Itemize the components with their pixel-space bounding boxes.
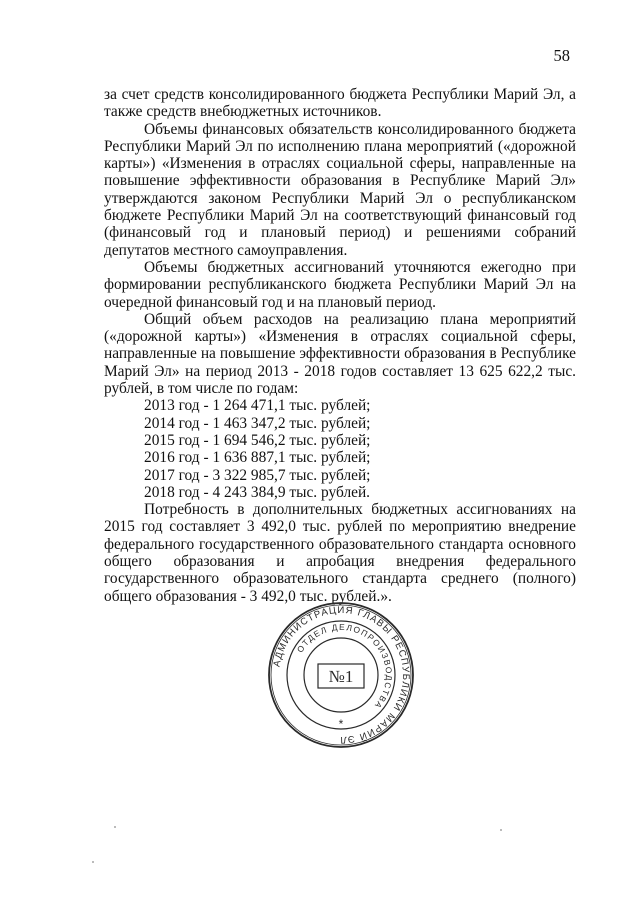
paragraph-additional-needs: Потребность в дополнительных бюджетных ассигнованиях на 2015 год составляет 3 492,0 тыс. рублей по мероприятию внедрение федерального государственного образовательного стандарта основного общего образования и апробация внедрения федерального государственного образовательного стандарта среднего (полного) общего образования - 3 492,0 тыс. рублей.». (104, 501, 576, 605)
scan-speck (114, 826, 116, 828)
year-expense-item: 2018 год - 4 243 384,9 тыс. рублей. (144, 483, 371, 501)
document-body (104, 86, 576, 605)
year-expense-item: 2016 год - 1 636 887,1 тыс. рублей; (144, 449, 371, 467)
office-stamp-seal (266, 600, 416, 750)
stamp-number: №1 (328, 667, 354, 686)
paragraph-budget-allocations: Объемы бюджетных ассигнований уточняются ежегодно при формировании республиканского бюджета Республики Марий Эл на очередной финансовый год и на плановый период. (104, 258, 576, 311)
year-expense-item: 2015 год - 1 694 546,2 тыс. рублей; (144, 431, 371, 449)
stamp-inner-text: ОТДЕЛ ДЕЛОПРОИЗВОДСТВА (294, 621, 395, 712)
year-expense-item: 2013 год - 1 264 471,1 тыс. рублей; (144, 397, 371, 415)
year-expense-item: 2014 год - 1 463 347,2 тыс. рублей; (144, 414, 371, 432)
stamp-outer-text: АДМИНИСТРАЦИЯ ГЛАВЫ РЕСПУБЛИКИ МАРИЙ ЭЛ (271, 604, 412, 746)
page-number: 58 (553, 46, 570, 65)
scan-speck (500, 829, 502, 831)
paragraph-total-expenses: Общий объем расходов на реализацию плана мероприятий («дорожной карты») «Изменения в отраслях социальной сферы, направленные на повышение эффективности образования в Республике Марий Эл» на период 2013 - 2018 годов составляет 13 625 622,2 тыс. рублей, в том числе по годам: (104, 310, 576, 398)
paragraph-financial-obligations: Объемы финансовых обязательств консолидированного бюджета Республики Марий Эл по исполнению плана мероприятий («дорожной карты») «Изменения в отраслях социальной сферы, направленные на повышение эффективности образования в Республике Марий Эл» утверждаются законом Республики Марий Эл о республиканском бюджете Республики Марий Эл на соответствующий финансовый год (финансовый год и плановый период) и решениями собраний депутатов местного самоуправления. (104, 120, 576, 259)
office-stamp (266, 600, 416, 750)
year-expenses-list (104, 397, 576, 501)
paragraph-funding-sources: за счет средств консолидированного бюджета Республики Марий Эл, а также средств внебюджетных источников. (104, 86, 576, 121)
stamp-star-icon: * (338, 717, 344, 731)
year-expense-item: 2017 год - 3 322 985,7 тыс. рублей; (144, 466, 371, 484)
scan-speck (92, 861, 94, 863)
